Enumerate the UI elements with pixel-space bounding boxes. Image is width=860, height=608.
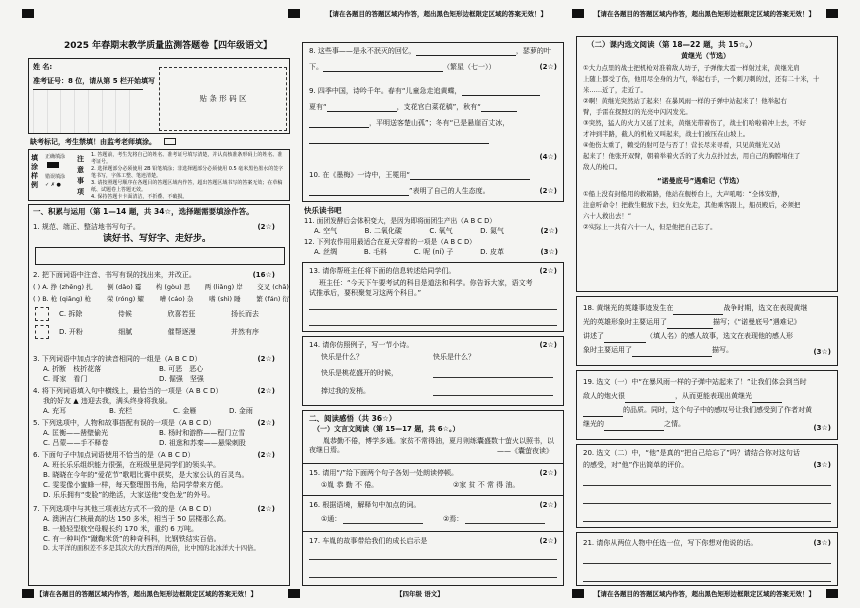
- notes-list: [91, 152, 287, 201]
- q13-answer-line-1[interactable]: [309, 309, 557, 310]
- top-warning-3: 【请在各题目的答题区域内作答，超出黑色矩形边框限定区域的答案无效！】: [594, 10, 815, 18]
- divider: [303, 495, 563, 496]
- q2-row3-d: 扬长而去: [230, 310, 259, 318]
- q18-t5: 讲述了: [583, 332, 604, 340]
- q2-row1-d: 两 (liǎng) 岸: [204, 283, 243, 291]
- q21-answer-line-1[interactable]: [583, 563, 831, 564]
- q6-opt-d[interactable]: D. 乐乐拥有“变脸”的绝活，大家送他“变色龙”的外号。: [43, 491, 215, 499]
- q7-opt-b[interactable]: B. 一般轻型航空母舰长约 170 米，重约 6 万吨。: [43, 525, 198, 533]
- q18-blank-4[interactable]: [632, 349, 712, 357]
- q21-box: [576, 532, 838, 586]
- bottom-warning-3: 【请在各题目的答题区域内作答，超出黑色矩形边框限定区域的答案无效！】: [594, 590, 815, 598]
- q13-stem: 13. 请你帮班主任将下面的信息转述给同学们。: [309, 267, 456, 275]
- q17-stem: 17. 车胤的故事带给我们的成长启示是: [309, 537, 428, 545]
- q18-blank-1[interactable]: [673, 307, 723, 315]
- passage2: [583, 189, 835, 233]
- q10-line2: [309, 187, 559, 196]
- part2-sub2: （二）课内选文阅读（第 18—22 题，共 15☆。）: [587, 40, 757, 49]
- q18-t8: 描写。: [712, 346, 733, 354]
- passage2-title: “诺曼底号”遇难记（节选）: [657, 177, 744, 185]
- q16-b-blank[interactable]: [465, 523, 545, 524]
- corner-marker: [22, 9, 34, 18]
- q9-blank-2[interactable]: [327, 104, 397, 112]
- q8-blank-1[interactable]: [416, 48, 516, 56]
- q8-tail: ，瑟萝的叶: [515, 47, 551, 55]
- q19-t6: 之情。: [664, 420, 685, 428]
- passage1-line: ②啊！黄继光突然站了起来！在暴风雨一样的子弹中站起来了！他举起右: [583, 97, 787, 105]
- q12-opts: [314, 248, 504, 257]
- passage1-line: 敌人的枪口。: [583, 163, 622, 171]
- q14-l2: 快乐是桃花盛开的时候，: [321, 369, 398, 377]
- q5-score: (2☆): [257, 419, 275, 427]
- q19-body: [583, 375, 833, 431]
- q11-opt-b[interactable]: B. 二氧化碳: [364, 227, 402, 235]
- q9-blank-4[interactable]: [309, 120, 369, 128]
- q8-blank-2[interactable]: [323, 64, 443, 72]
- q12-score: (3☆): [540, 248, 558, 256]
- q19-blank-3[interactable]: [583, 409, 623, 417]
- q12-opt-a[interactable]: A. 丝绸: [314, 248, 338, 256]
- q8-ref: （繁星（七一））: [443, 63, 496, 71]
- corner-marker: [288, 9, 300, 18]
- name-label: 姓 名:: [33, 63, 53, 71]
- q5-opt-a[interactable]: A. 匡衡——凿壁偷光: [43, 429, 109, 437]
- q20-stem: 20. 选文（二）中，“他”是真的“把自己给忘了”吗？请结合你对这句话: [583, 449, 800, 457]
- q5-opt-d[interactable]: D. 祖逖和苏秦——悬梁刺股: [159, 439, 246, 447]
- q2-correction-box-2[interactable]: [35, 325, 49, 339]
- q16-stem: 16. 根据语境，解释句中加点的词。: [309, 501, 421, 509]
- q13-box: [302, 262, 564, 332]
- q11-opt-d[interactable]: D. 氮气: [480, 227, 504, 235]
- passage1-title: 黄继光（节选）: [681, 52, 730, 60]
- passage2-line: 注意听命令！把救生艇放下去，妇女先走，其他乘客跟上，船员殿后，必须把: [583, 201, 801, 209]
- q20-answer-line-1[interactable]: [583, 485, 831, 486]
- corner-marker: [826, 9, 838, 18]
- q8-text2: 下。: [309, 63, 323, 71]
- note-2: 2. 选择题部分必须使用 2B 铅笔填涂；非选择题部分必须使用 0.5 毫米黑色墨水的签字笔书写，字体工整、笔迹清楚。: [91, 166, 284, 179]
- column-3: [576, 20, 838, 590]
- wenyan-source: ——《囊萤夜读》: [497, 447, 553, 455]
- q9-l3: ，平明送客楚山孤”；冬有“已是悬崖百丈冰，: [369, 119, 510, 127]
- q9-l2a: 夏有“: [309, 103, 327, 111]
- notes-label: 注意事项: [77, 155, 84, 196]
- q18-blank-2[interactable]: [667, 321, 713, 329]
- q19-blank-2[interactable]: [752, 395, 782, 403]
- q3-score: (2☆): [257, 355, 275, 363]
- q14-l1a: 快乐是什么？: [321, 353, 363, 361]
- q4-opt-d[interactable]: D. 金雨: [229, 407, 253, 415]
- q14-score: (2☆): [539, 341, 557, 349]
- absent-bubble[interactable]: [164, 138, 176, 145]
- q2-row2-a: ( ) B. 枪 (qiāng) 枪: [33, 295, 92, 303]
- q14-blank-1[interactable]: [433, 377, 553, 378]
- q18-t6: （填人名）的感人故事，选文在表现他的感人形: [646, 332, 793, 340]
- q3-opt-d[interactable]: D. 倔强 坚强: [159, 375, 204, 383]
- q9-line2: [309, 103, 559, 112]
- q10-tail: ”表明了自己的人生态度。: [409, 187, 490, 195]
- q10-blank-1[interactable]: [410, 172, 530, 180]
- part2-box: [302, 410, 564, 586]
- q13-quote-2: 试推承后，要积聚复习这两个科目。”: [309, 289, 422, 297]
- q20-score: (3☆): [813, 461, 831, 469]
- q2-row3-b: 侍候: [117, 310, 132, 318]
- q6-opt-c[interactable]: C. 雯雯像小蜜蜂一样，每天整理图书角，给同学带来方便。: [43, 481, 228, 489]
- note-4: 4. 保持答题卡卡面清洁，不折叠、不破损。: [91, 194, 188, 200]
- q2-row2: [33, 295, 289, 304]
- q12-opt-d[interactable]: D. 皮革: [480, 248, 504, 256]
- wrong-label: 错误填涂: [45, 174, 66, 180]
- q18-box: [576, 296, 838, 366]
- q13-score: (2☆): [539, 267, 557, 275]
- q2-row1: [33, 283, 289, 292]
- passage1-line: 才冲到半路，截人的机枪又叫起来，战士们被压在山坡上。: [583, 130, 750, 138]
- q8-10-box: [302, 42, 564, 202]
- passage2-line: ①船上没有封船用的救箱路，他站在舰桥台上，大声吼喝：“全体安静，: [583, 190, 784, 198]
- q7-opt-d[interactable]: D. 太平洋的面积差不多是其次大的大西洋的两倍，比中国的北冰洋大十四倍。: [43, 545, 260, 552]
- footer-center: 【四年级 语文】: [396, 590, 444, 598]
- page-title: 2025 年春期末教学质量监测答题卷【四年级语文】: [64, 41, 273, 51]
- divider: [303, 531, 563, 532]
- passage1-line: ③突然，猛人的火力又延了过来，黄继光带着伤了，战士们哈啦着冲上去，不好: [583, 119, 807, 127]
- correct-sample: [47, 162, 59, 168]
- q6-score: (2☆): [257, 451, 275, 459]
- q18-t4: 描写；《“诺曼底号”遇难记》: [713, 318, 801, 326]
- q16-score: (2☆): [539, 501, 557, 509]
- q2-row2-b: 荣 (róng) 耀: [106, 295, 144, 303]
- q1-score: (2☆): [257, 223, 275, 231]
- q13-quote-1: 班主任：“今天下午要考试的科目是道法和科学。你告诉大家，语文考: [319, 279, 533, 287]
- q4-stem: 4. 将下列词语填入句中横线上，最恰当的一项是（A B C D）: [33, 387, 223, 395]
- q18-t3: 光的英雄形象时主要运用了: [583, 318, 667, 326]
- q16-a-blank[interactable]: [343, 523, 423, 524]
- q14-l3: 捧过我的发梢。: [321, 387, 370, 395]
- q2-row4-a: D. 开粉: [59, 328, 83, 336]
- q19-blank-1[interactable]: [625, 395, 675, 403]
- q2-stem: 2. 把下面词语中注音、书写有误的找出来，并改正。: [33, 271, 196, 279]
- corner-marker: [22, 589, 34, 598]
- part2-sub: （一）文言文阅读（第 15—17 题，共 6☆。）: [313, 425, 460, 433]
- q3-stem: 3. 下列词语中加点字的读音相同的一组是（A B C D）: [33, 355, 202, 363]
- q19-t2: 敌人的炮火很: [583, 392, 625, 400]
- fill-label: 填涂样例: [31, 154, 38, 189]
- q18-stem: 18. 黄继光的英雄事迹发生在: [583, 304, 674, 312]
- q2-row4-b: 细腻: [118, 328, 133, 336]
- q9-line4: [309, 135, 509, 144]
- q6-opt-b[interactable]: B. 晓晓在今年的“爱花节”歌唱比赛中获奖，是大家公认的百灵鸟。: [43, 471, 249, 479]
- reading-box: [576, 36, 838, 292]
- passage1-line: ①大力点里的战士把机枪对准着敌人坊子，子弹像大雹一样射过来，黄继光肩: [583, 64, 800, 72]
- bottom-warning-1: 【请在各题目的答题区域内作答，超出黑色矩形边框限定区域的答案无效！】: [36, 590, 257, 598]
- q11-opt-c[interactable]: C. 氧气: [429, 227, 453, 235]
- q8-line2: [309, 63, 496, 72]
- q8-stem: 8. 这些事——是永不泯灭的回忆，: [309, 47, 416, 55]
- kuaile-title: 快乐读书吧: [304, 206, 342, 215]
- corner-marker: [572, 9, 584, 18]
- top-warning-2: 【请在各题目的答题区域内作答，超出黑色矩形边框限定区域的答案无效！】: [326, 10, 547, 18]
- q15-b[interactable]: ②家 贫 不 常 得 油。: [453, 481, 520, 489]
- q3-opt-c[interactable]: C. 哥家 看门: [43, 375, 88, 383]
- q2-row3-a: C. 拆除: [59, 310, 83, 318]
- q2-row2-d: 嗜 (shì) 睡: [209, 295, 241, 303]
- q21-stem: 21. 请你从两位人物中任选一位，写下你想对他说的话。: [583, 539, 758, 547]
- q4-score: (2☆): [257, 387, 275, 395]
- q2-row3: [59, 310, 259, 319]
- passage2-line: ②实际上一共有六十一人，但是他把自己忘了。: [583, 223, 717, 231]
- q5-stem: 5. 下列选项中，人物和故事搭配有误的一项是（A B C D）: [33, 419, 216, 427]
- passage2-line: 六十人救出去！”: [583, 212, 632, 220]
- correct-label: 正确填涂: [45, 154, 66, 160]
- q2-row1-c: 构 (gòu) 思: [155, 283, 191, 291]
- q19-box: [576, 370, 838, 440]
- wrong-samples: ✓ ✗ ●: [45, 182, 61, 188]
- q2-row4-c: 催帮逐漫: [167, 328, 196, 336]
- q4-opt-b[interactable]: B. 充栏: [109, 407, 133, 415]
- passage1-line: 上随上都受了伤，他用尽全身的力气，举起右手，一个刺刀刺的过，还有二十米，十: [583, 75, 820, 83]
- q19-t3: ，从而更能表现出黄继光: [675, 392, 752, 400]
- q4-text: 我的好友 ▲ 违迎去我，满头终身将我泉。: [43, 397, 172, 405]
- q12-opt-b[interactable]: B. 毛料: [363, 248, 388, 256]
- exam-no-label: 准考证号：8 位，请从第 5 栏开始填写: [33, 77, 156, 85]
- q9-score: (4☆): [539, 153, 557, 161]
- barcode-label: 贴 条 形 码 区: [199, 93, 247, 103]
- q1-stem: 1. 规范、端正、整洁地书写句子。: [33, 223, 140, 231]
- q7-opt-a[interactable]: A. 澳洲吉仁核最高的达 150 多米，相当于 50 层楼那么高。: [43, 515, 231, 523]
- q9-blank-5[interactable]: [309, 136, 489, 144]
- q9-blank-1[interactable]: [462, 88, 540, 96]
- q2-row4-d: 并然有序: [230, 328, 259, 336]
- q3-opt-a[interactable]: A. 折断 枝折花落: [43, 365, 102, 373]
- q18-t2: 战争时期，选文在表现黄继: [723, 304, 808, 312]
- q19-stem: 19. 选文（一）中“在暴风雨一样的子弹中站起来了！”让我们体会到当时: [583, 378, 807, 386]
- q8-text: [309, 47, 559, 56]
- q2-row2-c: 嘈 (cáo) 杂: [159, 295, 194, 303]
- q1-sentence: 读好书、写好字、走好步。: [103, 234, 212, 244]
- note-3: 3. 请按照题号顺序在各题目的答题区域内作答，超出答题区域书写的答案无效；在草稿纸、试题卷上答题无效。: [91, 180, 283, 193]
- exam-no-grid[interactable]: [33, 89, 143, 133]
- column-2: [302, 20, 564, 590]
- passage1-line: 米……近了，走近了。: [583, 86, 647, 94]
- q8-score: (2☆): [539, 63, 557, 71]
- q16-a: ①通：: [321, 515, 342, 523]
- q11-opts: [314, 227, 504, 236]
- q4-opt-a[interactable]: A. 充耳: [43, 407, 67, 415]
- passage1: [583, 63, 835, 173]
- q3-opt-b[interactable]: B. 可恶 恶心: [159, 365, 204, 373]
- q19-t4: 的品质。同时，这个句子中的感叹号让我们感受到了作者对黄: [623, 406, 812, 414]
- q10-blank-2[interactable]: [309, 188, 409, 196]
- corner-marker: [572, 589, 584, 598]
- q10-stem: 10. 在《墨梅》一诗中，王冕用“: [309, 171, 410, 179]
- q6-stem: 6. 下面句子中加点词语使用不恰当的是（A B C D）: [33, 451, 195, 459]
- q19-score: (3☆): [813, 424, 831, 432]
- q10-line1: [309, 171, 559, 180]
- q20-t2: 的感受，对“他”作出简单的评价。: [583, 461, 689, 469]
- part2-title: 二、阅读感悟（共 36☆）: [309, 414, 397, 423]
- part1-box: [28, 204, 290, 586]
- q7-stem: 7. 下列选项中与其他三项表达方式不一致的是（A B C D）: [33, 505, 216, 513]
- corner-marker: [826, 589, 838, 598]
- q5-opt-b[interactable]: B. 杨时和游酢——程门立雪: [159, 429, 246, 437]
- q14-blank-2[interactable]: [433, 395, 553, 396]
- q2-row1-e: 交叉 (chā): [257, 283, 289, 291]
- q14-stem: 14. 请你仿照例子，写一节小诗。: [309, 341, 414, 349]
- q11-score: (2☆): [540, 227, 558, 235]
- q16-b: ②焉：: [443, 515, 464, 523]
- q2-row3-c: 欣喜若狂: [167, 310, 196, 318]
- q2-score: (16☆): [252, 271, 275, 279]
- q10-score: (2☆): [539, 187, 557, 195]
- q7-opt-c[interactable]: C. 有一种叫作“蹴鞠米货”的种奇科科，比钢铁结实百倍。: [43, 535, 221, 543]
- q9-blank-3[interactable]: [481, 104, 517, 112]
- column-1: [24, 20, 292, 590]
- q18-blank-3[interactable]: [604, 335, 646, 343]
- q20-answer-line-2[interactable]: [583, 503, 831, 504]
- wenyan-passage: 胤恭勤不倦，博学多通。家贫不常得油，夏月则练囊盛数十萤火以照书，以夜继日焉。: [309, 437, 554, 455]
- q5-opt-c[interactable]: C. 吕蒙——手不释卷: [43, 439, 109, 447]
- q9-line3: [309, 119, 559, 128]
- q21-answer-line-2[interactable]: [583, 581, 831, 582]
- q19-blank-4[interactable]: [604, 423, 664, 431]
- q12-opt-c[interactable]: C. 呢 (ní) 子: [413, 248, 454, 256]
- passage1-line: 臂，手雷在探照灯的光亮中闪闪发光。: [583, 108, 692, 116]
- q2-correction-box-1[interactable]: [35, 307, 49, 321]
- q7-score: (2☆): [257, 505, 275, 513]
- q18-score: (3☆): [813, 348, 831, 356]
- q21-score: (3☆): [813, 539, 831, 547]
- notes-box: [28, 149, 290, 201]
- q18-body: [583, 301, 833, 357]
- passage1-line: 起来了！他张开双臂，朝着举着火舌的了火力点扑过去，用自己的胸膛堵住了: [583, 152, 801, 160]
- q14-box: [302, 336, 564, 406]
- q20-answer-line-3[interactable]: [583, 521, 831, 522]
- q4-opt-c[interactable]: C. 金雁: [173, 407, 197, 415]
- q12-stem: 12. 下列农作用用最适合在夏天穿着的一项是（A B C D）: [304, 238, 476, 246]
- q11-stem: 11. 面团发酵后会体积变大，是因为即将面团生产出（A B C D）: [304, 217, 496, 225]
- q9-l2b: ，支花官白菜花稿”，秋有“: [396, 103, 481, 111]
- q2-row4: [59, 328, 259, 337]
- q1-writing-box[interactable]: [35, 247, 285, 265]
- q11-opt-a[interactable]: A. 空气: [314, 227, 338, 235]
- q15-a[interactable]: ①胤 恭 勤 不 倦。: [321, 481, 379, 489]
- q17-answer-line-1[interactable]: [309, 559, 557, 560]
- q14-l1b: 快乐是什么？: [433, 353, 475, 361]
- q13-answer-line-2[interactable]: [309, 325, 557, 326]
- absent-label: 缺考标记，考生禁填！由监考老师填涂。: [30, 138, 156, 146]
- student-info-box: [28, 58, 290, 134]
- passage1-line: ④他伤太重了，赖受的射可是与否了！营长尽来寻看，只见黄继光又站: [583, 141, 781, 149]
- q17-answer-line-2[interactable]: [309, 577, 557, 578]
- note-1: 1. 答题前，考生先将自己的姓名、准考证号填写清楚，并认真核准条形码上的姓名、准考证号。: [91, 152, 283, 165]
- barcode-area: [159, 67, 287, 131]
- q2-row2-e: 繁 (fán) 衍: [256, 295, 289, 303]
- q17-score: (2☆): [539, 537, 557, 545]
- corner-marker: [288, 589, 300, 598]
- q18-t7: 象时主要运用了: [583, 346, 632, 354]
- q9-stem: 9. 四季中国，诗吟千年。春有“儿童急走追黄蝶，: [309, 87, 462, 95]
- q2-row1-b: 倒 (dǎo) 霉: [107, 283, 142, 291]
- q15-stem: 15. 请用“/”给下面两个句子各划一处朗读停顿。: [309, 469, 458, 477]
- q15-score: (2☆): [539, 469, 557, 477]
- q6-opt-a[interactable]: A. 班长乐乐组织能力很强，在班级里是同学们的领头羊。: [43, 461, 221, 469]
- q19-t5: 继光的: [583, 420, 604, 428]
- divider: [303, 463, 563, 464]
- q9-line1: [309, 87, 559, 96]
- part1-title: 一、积累与运用（第 1—14 题，共 34☆，选择题需要填涂作答。: [33, 207, 254, 216]
- q2-row1-a: ( ) A. 挣 (zhēng) 扎: [33, 283, 93, 291]
- q20-box: [576, 444, 838, 528]
